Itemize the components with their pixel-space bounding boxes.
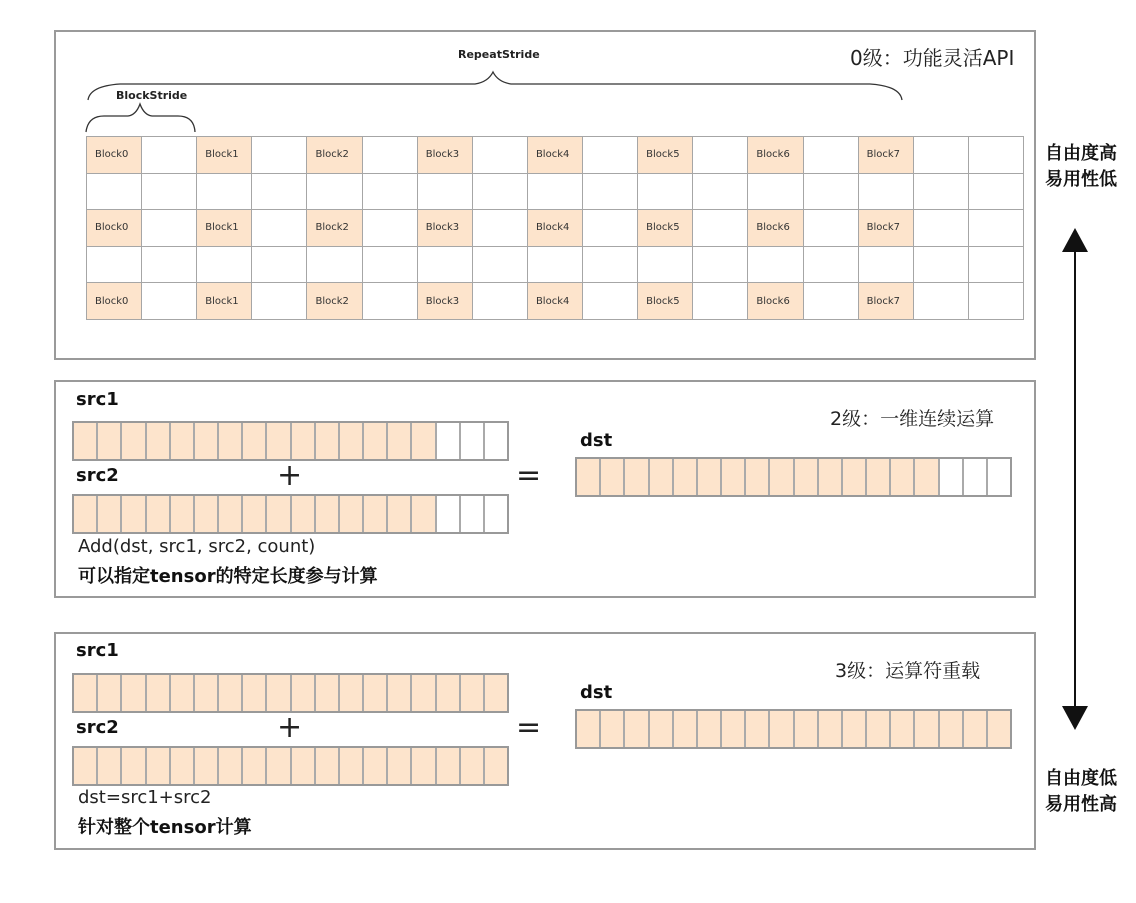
strip-cell	[292, 423, 316, 459]
empty-cell	[803, 173, 859, 211]
strip-cell	[340, 748, 364, 784]
empty-cell	[968, 173, 1024, 211]
empty-cell	[417, 246, 473, 284]
empty-cell	[362, 173, 418, 211]
empty-cell	[968, 136, 1024, 174]
side-bottom-line2: 易用性高	[1045, 794, 1117, 815]
empty-cell	[637, 246, 693, 284]
strip-cell	[147, 675, 171, 711]
double-arrow-icon	[1058, 226, 1092, 732]
strip-cell	[388, 675, 412, 711]
strip-cell	[219, 748, 243, 784]
empty-cell	[141, 209, 197, 247]
strip-cell	[98, 496, 122, 532]
block-cell: Block2	[306, 282, 362, 320]
strip-cell	[940, 459, 964, 495]
strip-cell	[340, 675, 364, 711]
block-cell: Block1	[196, 136, 252, 174]
strip-cell	[171, 496, 195, 532]
strip-cell	[316, 423, 340, 459]
block-cell: Block0	[86, 136, 142, 174]
block-cell: Block2	[306, 136, 362, 174]
level3-equals-sign: =	[516, 710, 542, 745]
strip-cell	[122, 496, 146, 532]
strip-cell	[577, 459, 601, 495]
side-top-label	[1045, 141, 1117, 193]
strip-cell	[171, 675, 195, 711]
empty-cell	[251, 282, 307, 320]
empty-cell	[306, 173, 362, 211]
strip-cell	[437, 423, 461, 459]
strip-cell	[243, 496, 267, 532]
strip-cell	[74, 423, 98, 459]
level3-src2-label: src2	[76, 717, 119, 738]
strip-cell	[843, 711, 867, 747]
strip-cell	[964, 711, 988, 747]
level3-plus-sign: +	[277, 710, 303, 745]
level3-title: 3级：运算符重载	[835, 660, 981, 682]
strip-cell	[219, 675, 243, 711]
strip-cell	[122, 675, 146, 711]
strip-cell	[122, 748, 146, 784]
empty-cell	[306, 246, 362, 284]
empty-cell	[472, 209, 528, 247]
strip-cell	[74, 675, 98, 711]
strip-cell	[316, 496, 340, 532]
block-cell: Block4	[527, 209, 583, 247]
block-cell: Block5	[637, 209, 693, 247]
level3-dst-strip	[575, 709, 1012, 749]
block-cell: Block6	[747, 136, 803, 174]
strip-cell	[746, 459, 770, 495]
strip-cell	[437, 675, 461, 711]
strip-cell	[364, 496, 388, 532]
strip-cell	[412, 496, 436, 532]
side-bottom-label	[1045, 766, 1117, 818]
repeat-stride-label: RepeatStride	[458, 48, 540, 61]
level3-src2-strip	[72, 746, 509, 786]
empty-cell	[196, 246, 252, 284]
strip-cell	[388, 423, 412, 459]
empty-cell	[968, 282, 1024, 320]
empty-cell	[472, 136, 528, 174]
empty-cell	[582, 209, 638, 247]
strip-cell	[171, 423, 195, 459]
strip-cell	[388, 496, 412, 532]
strip-cell	[388, 748, 412, 784]
level2-src1-strip	[72, 421, 509, 461]
block-cell: Block1	[196, 282, 252, 320]
strip-cell	[988, 711, 1010, 747]
empty-cell	[472, 173, 528, 211]
strip-cell	[698, 459, 722, 495]
strip-cell	[891, 711, 915, 747]
strip-cell	[461, 423, 485, 459]
empty-cell	[913, 209, 969, 247]
level2-src2-strip	[72, 494, 509, 534]
strip-cell	[461, 496, 485, 532]
empty-cell	[251, 246, 307, 284]
strip-cell	[412, 748, 436, 784]
strip-cell	[770, 711, 794, 747]
strip-cell	[195, 675, 219, 711]
strip-cell	[650, 711, 674, 747]
strip-cell	[461, 748, 485, 784]
strip-cell	[437, 496, 461, 532]
strip-cell	[74, 748, 98, 784]
empty-cell	[582, 282, 638, 320]
block-grid	[86, 136, 1023, 319]
empty-cell	[913, 173, 969, 211]
block-cell: Block0	[86, 282, 142, 320]
level2-dst-label: dst	[580, 430, 613, 451]
strip-cell	[819, 711, 843, 747]
strip-cell	[243, 423, 267, 459]
block-cell: Block5	[637, 282, 693, 320]
block-cell: Block5	[637, 136, 693, 174]
strip-cell	[485, 496, 507, 532]
level2-src1-label: src1	[76, 389, 119, 410]
strip-cell	[267, 496, 291, 532]
level2-equals-sign: =	[516, 458, 542, 493]
strip-cell	[340, 496, 364, 532]
level2-dst-strip	[575, 457, 1012, 497]
block-cell: Block3	[417, 282, 473, 320]
empty-cell	[692, 246, 748, 284]
strip-cell	[364, 748, 388, 784]
level2-description: 可以指定tensor的特定长度参与计算	[78, 566, 378, 587]
block-cell: Block7	[858, 136, 914, 174]
empty-cell	[86, 173, 142, 211]
level2-plus-sign: +	[277, 458, 303, 493]
empty-cell	[582, 173, 638, 211]
empty-cell	[858, 173, 914, 211]
empty-cell	[141, 246, 197, 284]
empty-cell	[913, 136, 969, 174]
strip-cell	[316, 748, 340, 784]
strip-cell	[867, 459, 891, 495]
level3-src1-label: src1	[76, 640, 119, 661]
empty-cell	[637, 173, 693, 211]
block-cell: Block7	[858, 282, 914, 320]
strip-cell	[412, 675, 436, 711]
empty-cell	[582, 246, 638, 284]
empty-cell	[968, 246, 1024, 284]
strip-cell	[292, 675, 316, 711]
strip-cell	[843, 459, 867, 495]
empty-cell	[527, 173, 583, 211]
empty-cell	[472, 246, 528, 284]
strip-cell	[722, 459, 746, 495]
strip-cell	[243, 675, 267, 711]
level0-title: 0级：功能灵活API	[850, 46, 1015, 70]
strip-cell	[915, 711, 939, 747]
empty-cell	[803, 136, 859, 174]
empty-cell	[803, 209, 859, 247]
strip-cell	[267, 675, 291, 711]
empty-cell	[692, 282, 748, 320]
strip-cell	[171, 748, 195, 784]
strip-cell	[147, 748, 171, 784]
strip-cell	[340, 423, 364, 459]
block-cell: Block2	[306, 209, 362, 247]
empty-cell	[251, 136, 307, 174]
strip-cell	[243, 748, 267, 784]
strip-cell	[770, 459, 794, 495]
strip-cell	[625, 711, 649, 747]
block-cell: Block7	[858, 209, 914, 247]
strip-cell	[625, 459, 649, 495]
strip-cell	[485, 675, 507, 711]
strip-cell	[867, 711, 891, 747]
strip-cell	[292, 748, 316, 784]
strip-cell	[601, 459, 625, 495]
empty-cell	[803, 246, 859, 284]
block-cell: Block3	[417, 136, 473, 174]
strip-cell	[601, 711, 625, 747]
block-cell: Block3	[417, 209, 473, 247]
empty-cell	[692, 173, 748, 211]
strip-cell	[964, 459, 988, 495]
strip-cell	[195, 496, 219, 532]
block-stride-label: BlockStride	[116, 89, 188, 102]
strip-cell	[819, 459, 843, 495]
strip-cell	[364, 423, 388, 459]
side-top-line1: 自由度高	[1045, 143, 1117, 164]
level2-title: 2级：一维连续运算	[830, 408, 995, 430]
strip-cell	[746, 711, 770, 747]
empty-cell	[362, 282, 418, 320]
empty-cell	[86, 246, 142, 284]
empty-cell	[913, 246, 969, 284]
strip-cell	[195, 423, 219, 459]
block-cell: Block0	[86, 209, 142, 247]
empty-cell	[417, 173, 473, 211]
strip-cell	[412, 423, 436, 459]
block-cell: Block6	[747, 209, 803, 247]
empty-cell	[141, 282, 197, 320]
strip-cell	[219, 423, 243, 459]
level3-description: 针对整个tensor计算	[78, 817, 252, 838]
strip-cell	[98, 675, 122, 711]
empty-cell	[968, 209, 1024, 247]
empty-cell	[251, 173, 307, 211]
strip-cell	[698, 711, 722, 747]
block-cell: Block1	[196, 209, 252, 247]
strip-cell	[292, 496, 316, 532]
strip-cell	[437, 748, 461, 784]
empty-cell	[362, 209, 418, 247]
strip-cell	[650, 459, 674, 495]
strip-cell	[485, 748, 507, 784]
strip-cell	[122, 423, 146, 459]
strip-cell	[74, 496, 98, 532]
empty-cell	[747, 246, 803, 284]
block-cell: Block6	[747, 282, 803, 320]
strip-cell	[147, 496, 171, 532]
level2-code: Add(dst, src1, src2, count)	[78, 536, 316, 557]
side-top-line2: 易用性低	[1045, 169, 1117, 190]
strip-cell	[195, 748, 219, 784]
strip-cell	[98, 748, 122, 784]
strip-cell	[461, 675, 485, 711]
strip-cell	[891, 459, 915, 495]
strip-cell	[219, 496, 243, 532]
block-cell: Block4	[527, 282, 583, 320]
strip-cell	[674, 711, 698, 747]
block-cell: Block4	[527, 136, 583, 174]
strip-cell	[267, 748, 291, 784]
level3-src1-strip	[72, 673, 509, 713]
empty-cell	[747, 173, 803, 211]
strip-cell	[98, 423, 122, 459]
empty-cell	[141, 173, 197, 211]
empty-cell	[362, 246, 418, 284]
strip-cell	[915, 459, 939, 495]
side-bottom-line1: 自由度低	[1045, 768, 1117, 789]
strip-cell	[147, 423, 171, 459]
strip-cell	[316, 675, 340, 711]
strip-cell	[674, 459, 698, 495]
empty-cell	[858, 246, 914, 284]
level3-dst-label: dst	[580, 682, 613, 703]
strip-cell	[267, 423, 291, 459]
strip-cell	[988, 459, 1010, 495]
empty-cell	[196, 173, 252, 211]
empty-cell	[251, 209, 307, 247]
empty-cell	[692, 209, 748, 247]
strip-cell	[364, 675, 388, 711]
strip-cell	[485, 423, 507, 459]
empty-cell	[472, 282, 528, 320]
strip-cell	[577, 711, 601, 747]
empty-cell	[141, 136, 197, 174]
empty-cell	[527, 246, 583, 284]
strip-cell	[722, 711, 746, 747]
empty-cell	[582, 136, 638, 174]
empty-cell	[803, 282, 859, 320]
empty-cell	[913, 282, 969, 320]
level2-src2-label: src2	[76, 465, 119, 486]
level3-code: dst=src1+src2	[78, 787, 212, 808]
strip-cell	[795, 711, 819, 747]
stride-braces	[80, 60, 920, 140]
strip-cell	[940, 711, 964, 747]
strip-cell	[795, 459, 819, 495]
empty-cell	[692, 136, 748, 174]
empty-cell	[362, 136, 418, 174]
